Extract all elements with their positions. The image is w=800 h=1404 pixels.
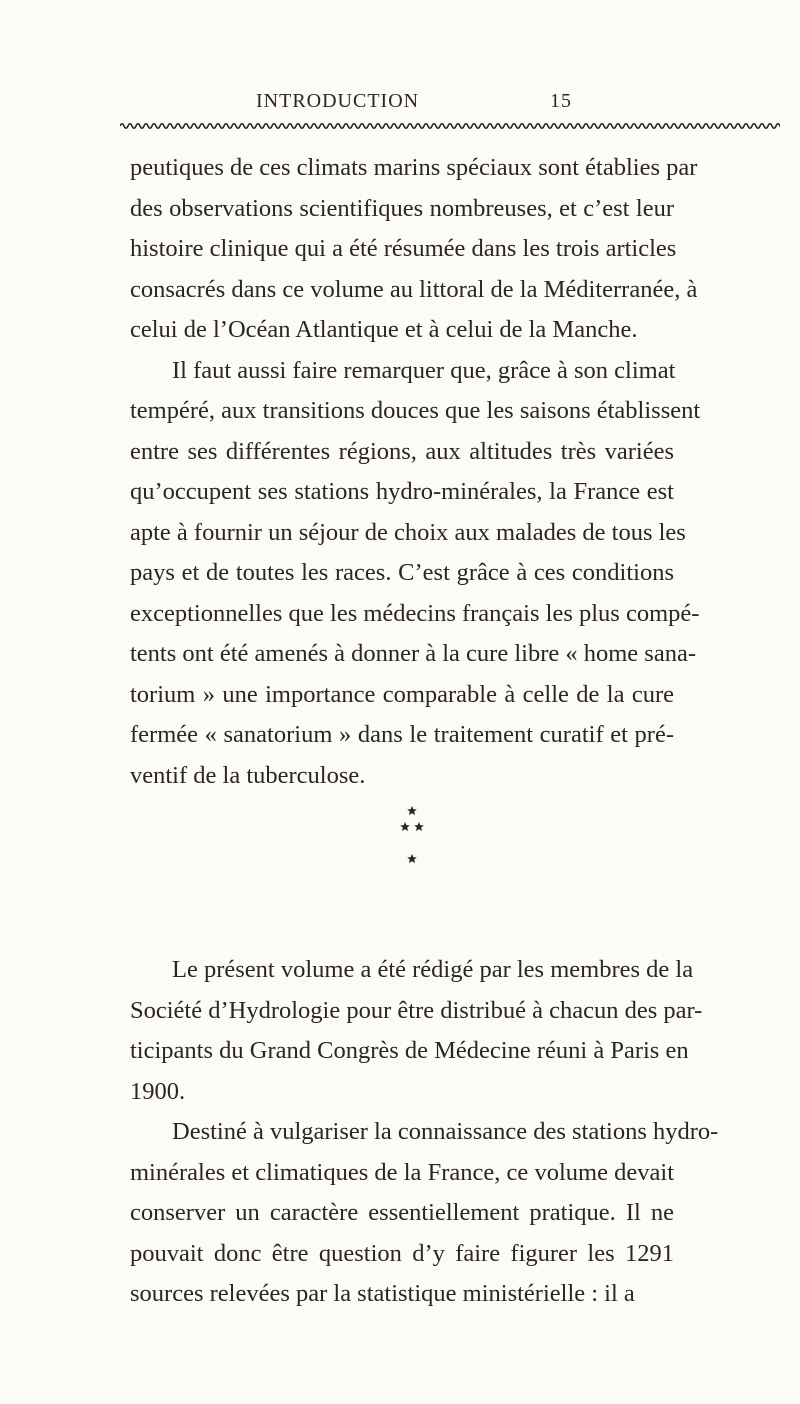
- text-line: pays et de toutes les races. C’est grâce à ces conditions: [130, 559, 674, 586]
- text-line: apte à fournir un séjour de choix aux malades de tous les: [130, 518, 686, 546]
- text-line: sources relevées par la statistique ministérielle : il a: [130, 1280, 635, 1307]
- text-line: histoire clinique qui a été résumée dans les trois articles: [130, 235, 677, 262]
- text-line: fermée « sanatorium » dans le traitement curatif et pré-: [130, 721, 674, 748]
- text-line: Le présent volume a été rédigé par les membres de la: [172, 956, 694, 983]
- wavy-rule: [120, 120, 780, 132]
- text-line: exceptionnelles que les médecins français les plus compé-: [130, 599, 700, 627]
- running-head: [226, 90, 572, 120]
- running-title: INTRODUCTION: [256, 90, 420, 112]
- asterism-ornament: [400, 806, 424, 866]
- text-line: ventif de la tuberculose.: [130, 761, 366, 789]
- text-line: minérales et climatiques de la France, ce volume devait: [130, 1158, 674, 1186]
- text-line: Il faut aussi faire remarquer que, grâce à son climat: [172, 356, 676, 384]
- text-line: torium » une importance comparable à celle de la cure: [130, 680, 674, 708]
- text-line: ticipants du Grand Congrès de Médecine réuni à Paris en: [130, 1037, 689, 1064]
- text-block-top: [130, 148, 701, 796]
- text-line: des observations scientifiques nombreuses, et c’est leur: [130, 194, 674, 222]
- text-line: tempéré, aux transitions douces que les saisons établissent: [130, 397, 701, 424]
- text-line: qu’occupent ses stations hydro-minérales, la France est: [130, 478, 674, 505]
- text-line: consacrés dans ce volume au littoral de la Méditerranée, à: [130, 275, 698, 303]
- page-number: 15: [550, 90, 572, 112]
- text-block-bottom: [130, 950, 719, 1315]
- text-line: 1900.: [130, 1077, 186, 1105]
- text-line: celui de l’Océan Atlantique et à celui de la Manche.: [130, 316, 638, 343]
- text-line: peutiques de ces climats marins spéciaux sont établies par: [130, 154, 698, 181]
- text-line: tents ont été amenés à donner à la cure libre « home sana-: [130, 640, 696, 667]
- text-line: Destiné à vulgariser la connaissance des stations hydro-: [172, 1118, 719, 1145]
- text-line: entre ses différentes régions, aux altitudes très variées: [130, 437, 674, 465]
- text-line: Société d’Hydrologie pour être distribué à chacun des par-: [130, 996, 703, 1024]
- text-line: pouvait donc être question d’y faire figurer les 1291: [130, 1239, 674, 1267]
- text-line: conserver un caractère essentiellement pratique. Il ne: [130, 1199, 674, 1226]
